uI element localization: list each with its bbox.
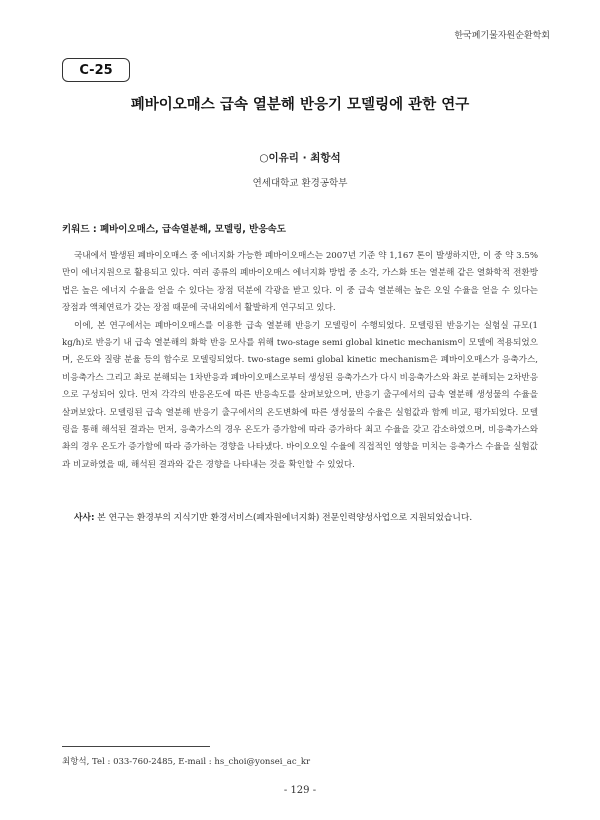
paper-authors: ○이유리 · 최항석 xyxy=(259,152,341,164)
corresponding-author-footnote: 최항석, Tel : 033-760-2485, E-mail : hs_choi@yonsei_ac_kr xyxy=(62,757,311,767)
header-organization: 한국폐기물자원순환학회 xyxy=(454,31,550,41)
paper-code: C-25 xyxy=(79,62,113,78)
abstract-paragraph-1: 국내에서 발생된 폐바이오매스 중 에너지화 가능한 폐바이오매스는 2007년 기준 약 1,167 톤이 발생하지만, 이 중 약 3.5%만이 에너지원으로 활용되고 있다. 여러 종류의 폐바이오매스 에너지화 방법 중 소각, 가스화 또는 열분해 같은 열화학적 전환방법은 높은 에너지 수율을 얻을 수 있다는 장점 덕분에 각광을 받고 있다. 이 중 급속 열분해는 높은 오일 수율을 얻을 수 있다는 장점과 액체연료가 갖는 장점 때문에 국내외에서 활발하게 연구되고 있다. xyxy=(62,251,538,314)
acknowledgement-text: 본 연구는 환경부의 지식기반 환경서비스(폐자원에너지화) 전문인력양성사업으로 지원되었습니다. xyxy=(94,513,473,523)
paper-code-badge xyxy=(62,58,130,82)
footnote-divider xyxy=(62,746,210,747)
page-number: - 129 - xyxy=(283,785,317,796)
acknowledgement xyxy=(62,510,538,523)
paper-title: 폐바이오매스 급속 열분해 반응기 모델링에 관한 연구 xyxy=(130,97,470,113)
abstract-body xyxy=(62,248,538,474)
acknowledgement-label: 사사: xyxy=(74,513,95,523)
paper-affiliation: 연세대학교 환경공학부 xyxy=(252,178,348,189)
paper-keywords: 키워드 : 폐바이오매스, 급속열분해, 모델링, 반응속도 xyxy=(62,224,286,235)
abstract-paragraph-2: 이에, 본 연구에서는 폐바이오매스를 이용한 급속 열분해 반응기 모델링이 수행되었다. 모델링된 반응기는 실험실 규모(1 kg/h)로 반응기 내 급속 열분해의 화학 반응 모사를 위해 two-stage semi global kinetic mechanism이 모델에 적용되었으며, 온도와 질량 분율 등의 함수로 모델링되었다. two-stage semi global kinetic mechanism은 폐바이오매스가 응축가스, 비응축가스 그리고 촤로 분해되는 1차반응과 폐바이오매스로부터 생성된 응축가스가 다시 비응축가스와 촤로 분해되는 2차반응으로 구성되어 있다. 먼저 각각의 반응온도에 따른 반응속도를 살펴보았으며, 반응기 출구에서의 급속 열분해 생성물의 수율을 살펴보았다. 모델링된 급속 열분해 반응기 출구에서의 온도변화에 따른 생성물의 수율은 실험값과 함께 비교, 평가되었다. 모델링을 통해 해석된 결과는 먼저, 응축가스의 경우 온도가 증가함에 따라 증가하다 최고 수율을 갖고 감소하였으며, 비응축가스와 촤의 경우 온도가 증가함에 따라 증가하는 경향을 나타냈다. 바이오오일 수율에 직접적인 영향을 미치는 응축가스 수율을 실험값과 비교하였을 때, 해석된 결과와 같은 경향을 나타내는 것을 확인할 수 있었다. xyxy=(62,320,538,470)
